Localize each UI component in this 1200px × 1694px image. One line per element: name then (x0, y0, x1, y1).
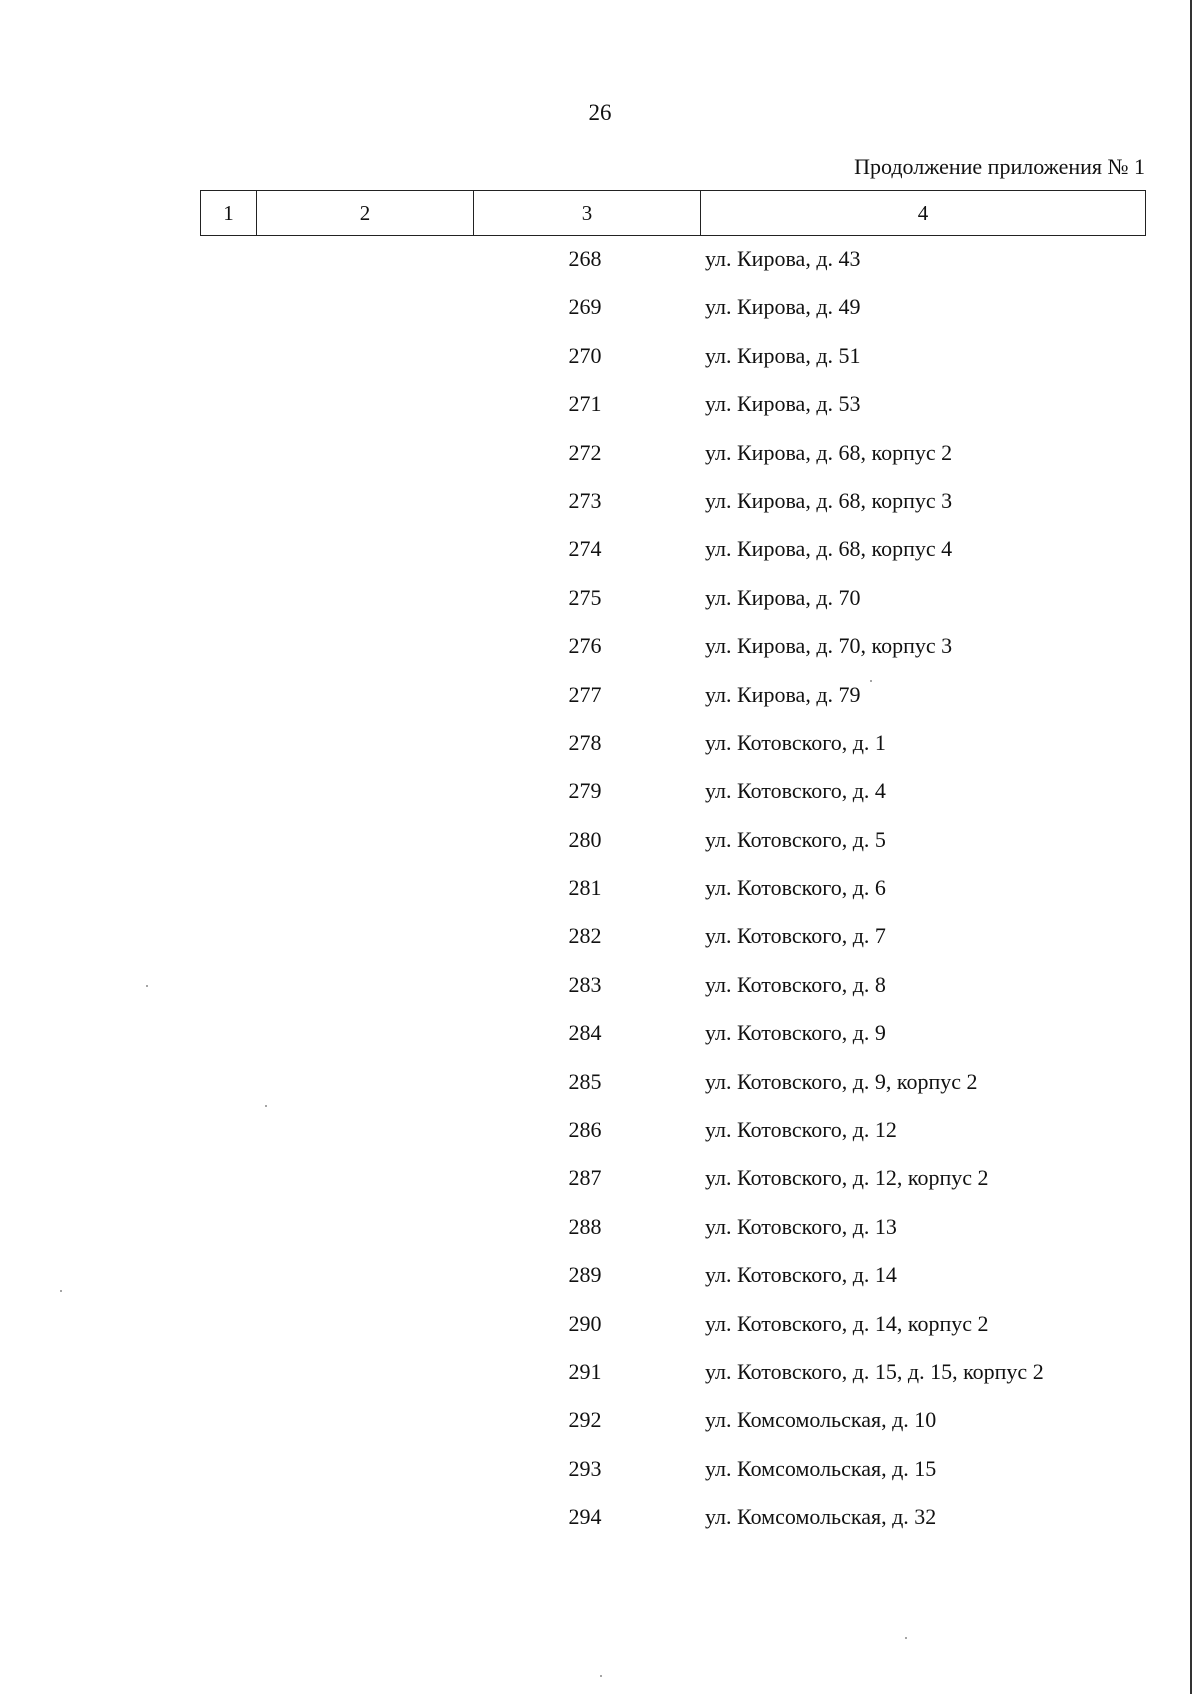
row-address: ул. Котовского, д. 7 (705, 923, 886, 949)
table-row (0, 724, 1200, 772)
column-header-2: 2 (257, 191, 474, 235)
row-number: 269 (568, 294, 602, 320)
page-edge-line (1190, 0, 1192, 1694)
table-row (0, 288, 1200, 336)
row-number: 291 (568, 1358, 602, 1384)
row-address: ул. Котовского, д. 6 (705, 875, 886, 901)
scan-speck (146, 985, 148, 987)
table-row (0, 676, 1200, 724)
row-address: ул. Кирова, д. 68, корпус 4 (705, 536, 953, 562)
scan-speck (905, 1637, 907, 1639)
scan-speck (870, 680, 872, 682)
row-number: 294 (568, 1504, 602, 1530)
table-row (0, 1498, 1200, 1546)
table-row (0, 1401, 1200, 1449)
row-address: ул. Комсомольская, д. 32 (705, 1504, 937, 1530)
row-address: ул. Комсомольская, д. 15 (705, 1455, 937, 1481)
table-row (0, 337, 1200, 385)
row-number: 287 (568, 1165, 602, 1191)
row-address: ул. Котовского, д. 9, корпус 2 (705, 1068, 978, 1094)
row-address: ул. Котовского, д. 4 (705, 778, 886, 804)
row-address: ул. Кирова, д. 68, корпус 2 (705, 439, 953, 465)
row-number: 273 (568, 487, 602, 513)
row-number: 293 (568, 1455, 602, 1481)
table-row (0, 482, 1200, 530)
table-row (0, 1208, 1200, 1256)
table-row (0, 1063, 1200, 1111)
row-address: ул. Котовского, д. 8 (705, 971, 886, 997)
table-row (0, 530, 1200, 578)
row-number: 270 (568, 342, 602, 368)
column-header-4: 4 (917, 200, 929, 225)
row-number: 288 (568, 1213, 602, 1239)
table-row (0, 579, 1200, 627)
row-number: 268 (568, 246, 602, 271)
row-number: 281 (568, 875, 602, 901)
row-address: ул. Котовского, д. 13 (705, 1213, 897, 1239)
row-address: ул. Котовского, д. 15, д. 15, корпус 2 (705, 1358, 1044, 1384)
table-row (0, 627, 1200, 675)
row-number: 279 (568, 778, 602, 804)
table-row (0, 1353, 1200, 1401)
table-row (0, 1111, 1200, 1159)
table-row (0, 434, 1200, 482)
column-header-1: 1 (201, 191, 257, 235)
row-address: ул. Кирова, д. 51 (705, 342, 861, 368)
row-number: 283 (568, 971, 602, 997)
table-row (0, 1305, 1200, 1353)
row-number: 272 (568, 439, 602, 465)
row-address: ул. Котовского, д. 9 (705, 1020, 886, 1046)
table-row (0, 869, 1200, 917)
scan-speck (265, 1105, 267, 1107)
table-row (0, 821, 1200, 869)
row-address: ул. Кирова, д. 70, корпус 3 (705, 633, 953, 659)
table-row (0, 385, 1200, 433)
row-number: 274 (568, 536, 602, 562)
row-address: ул. Кирова, д. 79 (705, 681, 861, 707)
row-address: ул. Котовского, д. 14 (705, 1262, 897, 1288)
row-address: ул. Кирова, д. 70 (705, 584, 861, 610)
row-address: ул. Кирова, д. 49 (705, 294, 861, 320)
row-address: ул. Котовского, д. 12 (705, 1117, 897, 1143)
row-number: 285 (568, 1068, 602, 1094)
row-number: 277 (568, 681, 602, 707)
table-row (0, 917, 1200, 965)
row-number: 290 (568, 1310, 602, 1336)
table-row (0, 1256, 1200, 1304)
table-row (0, 1159, 1200, 1207)
table-row (0, 240, 1200, 288)
table-row (0, 966, 1200, 1014)
row-number: 289 (568, 1262, 602, 1288)
row-address: ул. Кирова, д. 68, корпус 3 (705, 487, 953, 513)
column-header-3: 3 (474, 191, 701, 235)
row-number: 284 (568, 1020, 602, 1046)
table-row (0, 1450, 1200, 1498)
annex-caption: Продолжение приложения № 1 (854, 154, 1145, 179)
row-address: ул. Котовского, д. 14, корпус 2 (705, 1310, 989, 1336)
row-address: ул. Кирова, д. 43 (705, 246, 861, 271)
row-address: ул. Котовского, д. 12, корпус 2 (705, 1165, 989, 1191)
row-number: 276 (568, 633, 602, 659)
row-number: 271 (568, 391, 602, 417)
row-address: ул. Котовского, д. 5 (705, 826, 886, 852)
table-row (0, 1014, 1200, 1062)
row-address: ул. Комсомольская, д. 10 (705, 1407, 937, 1433)
row-number: 280 (568, 826, 602, 852)
row-number: 278 (568, 729, 602, 755)
row-address: ул. Котовского, д. 1 (705, 729, 886, 755)
scan-speck (60, 1290, 62, 1292)
row-address: ул. Кирова, д. 53 (705, 391, 861, 417)
table-body (0, 240, 1200, 1547)
page-number: 26 (588, 100, 612, 125)
row-number: 286 (568, 1117, 602, 1143)
row-number: 275 (568, 584, 602, 610)
scan-speck (600, 1675, 602, 1677)
row-number: 282 (568, 923, 602, 949)
row-number: 292 (568, 1407, 602, 1433)
table-header (200, 190, 1146, 236)
table-row (0, 772, 1200, 820)
